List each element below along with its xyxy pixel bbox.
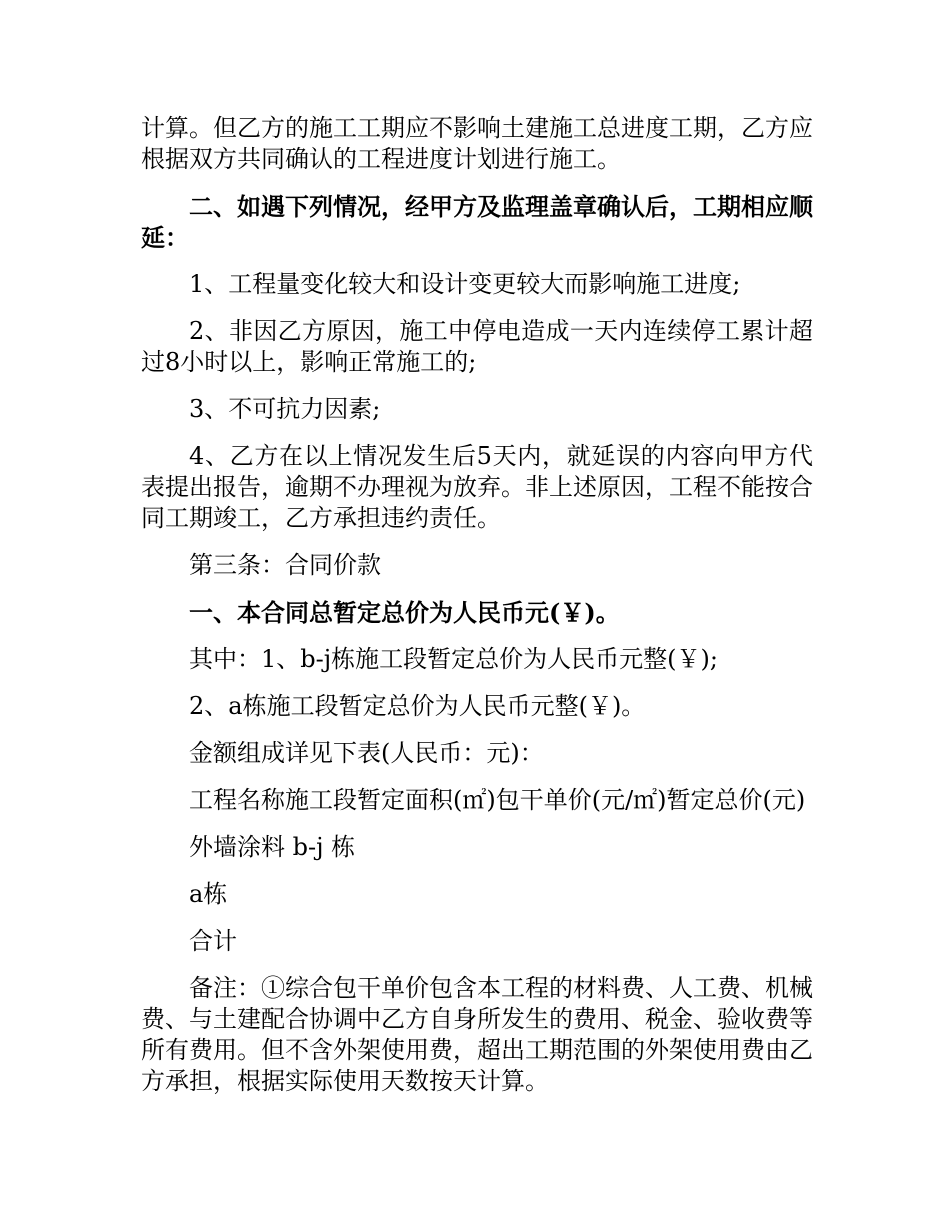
document-body: [141, 113, 813, 1097]
article-heading-contract-price: 第三条：合同价款: [189, 551, 381, 579]
amount-breakdown-intro: 金额组成详见下表(人民币：元)：: [189, 739, 544, 767]
heading-total-price: 一、本合同总暂定总价为人民币元(￥)。: [189, 598, 620, 627]
table-row-total: 合计: [189, 927, 237, 955]
heading-delay-conditions: 二、如遇下列情况，经甲方及监理盖章确认后，工期相应顺延：: [141, 192, 813, 252]
table-row-exterior-coating: 外墙涂料 b-j 栋: [189, 833, 356, 861]
list-item-condition-3: 3、不可抗力因素;: [189, 395, 381, 423]
price-item-a-building: 2、a栋施工段暂定总价为人民币元整(￥)。: [189, 692, 646, 720]
remarks-paragraph: 备注：①综合包干单价包含本工程的材料费、人工费、机械费、与土建配合协调中乙方自身所发生的费用、税金、验收费等所有费用。但不含外架使用费，超出工期范围的外架使用费由乙方承担，根据实际使用天数按天计算。: [141, 974, 813, 1095]
paragraph-schedule-continuation: 计算。但乙方的施工工期应不影响土建施工总进度工期，乙方应根据双方共同确认的工程进度计划进行施工。: [141, 114, 813, 173]
list-item-condition-1: 1、工程量变化较大和设计变更较大而影响施工进度;: [189, 270, 741, 298]
list-item-condition-4: 4、乙方在以上情况发生后5天内，就延误的内容向甲方代表提出报告，逾期不办理视为放弃。非上述原因，工程不能按合同工期竣工，乙方承担违约责任。: [141, 442, 813, 532]
table-header-line: 工程名称施工段暂定面积(㎡)包干单价(元/㎡)暂定总价(元): [189, 786, 806, 814]
table-row-a-building: a栋: [189, 880, 228, 908]
list-item-condition-2: 2、非因乙方原因，施工中停电造成一天内连续停工累计超过8小时以上，影响正常施工的;: [141, 317, 813, 376]
price-item-bj-building: 其中：1、b-j栋施工段暂定总价为人民币元整(￥);: [189, 645, 718, 673]
